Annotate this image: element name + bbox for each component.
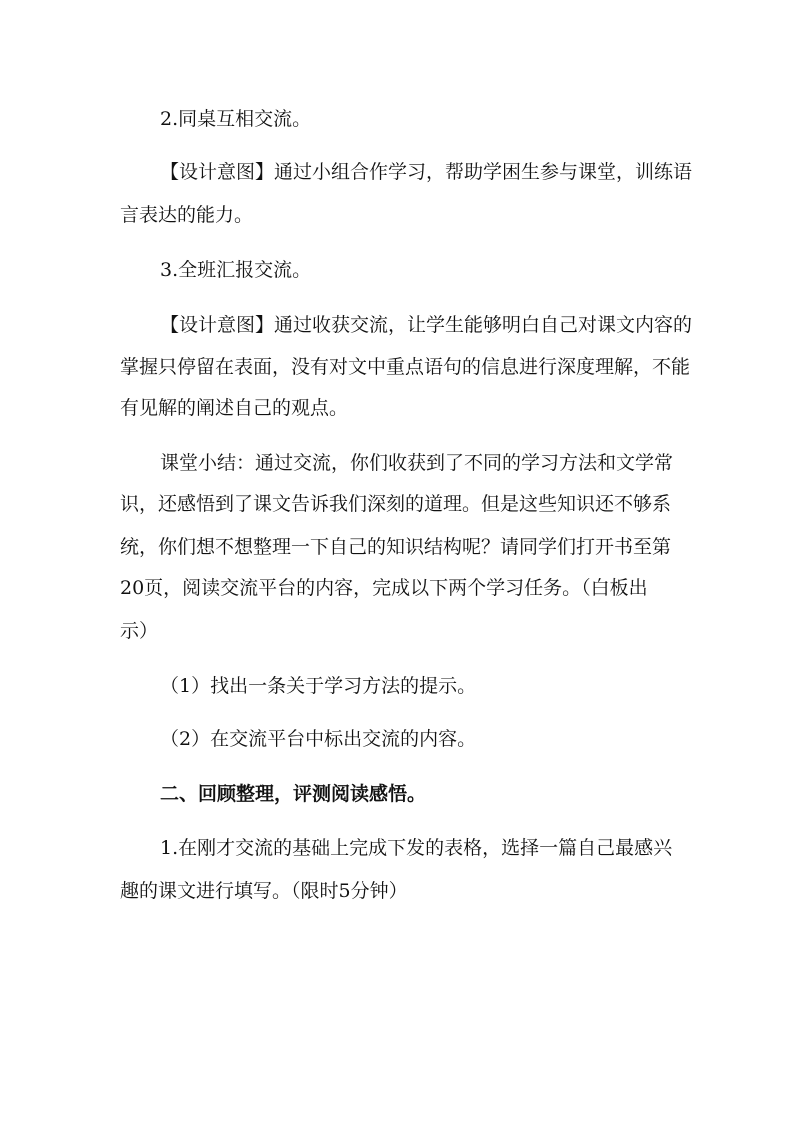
paragraph-line: 课堂小结：通过交流，你们收获到了不同的学习方法和文学常	[160, 452, 674, 474]
list-item: （2）在交流平台中标出交流的内容。	[160, 728, 477, 750]
section-heading: 二、回顾整理，评测阅读感悟。	[160, 783, 427, 805]
paragraph-line: 有见解的阐述自己的观点。	[120, 397, 349, 419]
paragraph-line: 掌握只停留在表面，没有对文中重点语句的信息进行深度理解，不能	[120, 356, 691, 378]
paragraph-line: 【设计意图】通过小组合作学习，帮助学困生参与课堂，训练语	[160, 161, 693, 183]
paragraph-line: 20页，阅读交流平台的内容，完成以下两个学习任务。（白板出	[120, 577, 648, 599]
paragraph-line: 1.在刚才交流的基础上完成下发的表格，选择一篇自己最感兴	[160, 837, 673, 859]
paragraph-line: 2.同桌互相交流。	[160, 108, 312, 130]
list-item: （1）找出一条关于学习方法的提示。	[160, 675, 477, 697]
paragraph-line: 统，你们想不想整理一下自己的知识结构呢？请同学们打开书至第	[120, 536, 672, 558]
paragraph-line: 示）	[120, 620, 159, 642]
paragraph-line: 3.全班汇报交流。	[160, 259, 312, 281]
paragraph-line: 识，还感悟到了课文告诉我们深刻的道理。但是这些知识还不够系	[120, 493, 672, 515]
paragraph-line: 【设计意图】通过收获交流，让学生能够明白自己对课文内容的	[160, 314, 693, 336]
paragraph-line: 趣的课文进行填写。（限时5分钟）	[120, 880, 408, 902]
paragraph-line: 言表达的能力。	[120, 204, 254, 226]
